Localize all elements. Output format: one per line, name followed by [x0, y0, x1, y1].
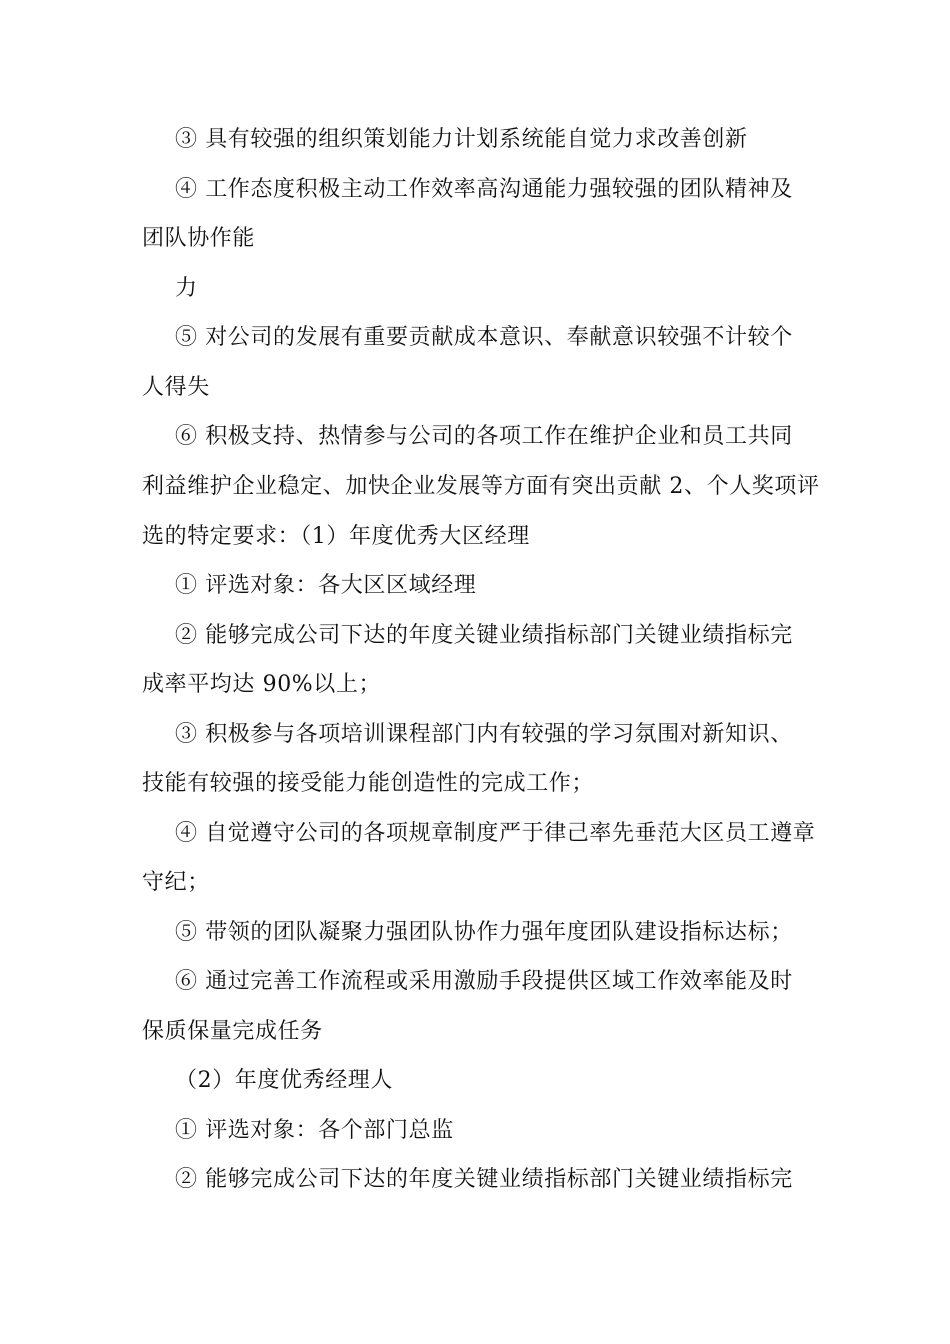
paragraph-line: ③ 具有较强的组织策划能力计划系统能自觉力求改善创新: [175, 127, 748, 152]
paragraph-line: 守纪；: [142, 870, 210, 895]
paragraph-line: 力: [175, 276, 198, 301]
paragraph-line: 保质保量完成任务: [142, 1019, 323, 1044]
paragraph-line: 选的特定要求：（1）年度优秀大区经理: [142, 524, 530, 549]
paragraph-line: （2）年度优秀经理人: [175, 1068, 393, 1093]
paragraph-line: ⑤ 对公司的发展有重要贡献成本意识、奉献意识较强不计较个: [175, 325, 793, 350]
paragraph-line: ⑤ 带领的团队凝聚力强团队协作力强年度团队建设指标达标；: [175, 920, 793, 945]
paragraph-line: ④ 工作态度积极主动工作效率高沟通能力强较强的团队精神及: [175, 177, 793, 202]
paragraph-line: ② 能够完成公司下达的年度关键业绩指标部门关键业绩指标完: [175, 1167, 793, 1192]
paragraph-line: 利益维护企业稳定、加快企业发展等方面有突出贡献 2、个人奖项评: [142, 474, 820, 499]
paragraph-line: ⑥ 通过完善工作流程或采用激励手段提供区域工作效率能及时: [175, 969, 793, 994]
paragraph-line: ② 能够完成公司下达的年度关键业绩指标部门关键业绩指标完: [175, 623, 793, 648]
paragraph-line: 技能有较强的接受能力能创造性的完成工作；: [142, 771, 595, 796]
paragraph-line: ① 评选对象：各大区区域经理: [175, 573, 477, 598]
paragraph-line: ① 评选对象：各个部门总监: [175, 1118, 454, 1143]
paragraph-line: 团队协作能: [142, 226, 256, 251]
paragraph-line: ④ 自觉遵守公司的各项规章制度严于律己率先垂范大区员工遵章: [175, 821, 816, 846]
paragraph-line: ⑥ 积极支持、热情参与公司的各项工作在维护企业和员工共同: [175, 424, 793, 449]
paragraph-line: 人得失: [142, 375, 210, 400]
paragraph-line: ③ 积极参与各项培训课程部门内有较强的学习氛围对新知识、: [175, 722, 793, 747]
paragraph-line: 成率平均达 90%以上；: [142, 672, 382, 697]
